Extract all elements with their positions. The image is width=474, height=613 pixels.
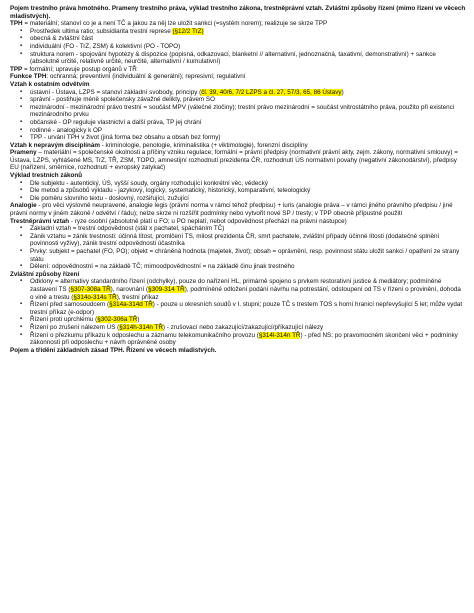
- text-segment: – materiální = společenské okolnosti a příčiny vzniku regulace; formální = právní předpisy (normativní právní akty, zejm. zákony, normativní smlouvy) = Ústava, LZPS, vyhlášené MS, TrZ, TŘ, ZSM, TOPO, amnestijní rozhodnutí prezidenta ČR, rozhodnutí ÚS normativní povahy (negativní zákonodárství), předpisy EU (nařízení, směrnice, rozhodnutí + evropský zatykač): [10, 149, 458, 172]
- section-heading: [10, 271, 466, 279]
- text-segment: Dělení: odpovědnostní = na základě TČ; mimoodpovědnostní = na základě činu jinak trestného: [30, 263, 295, 271]
- bullet-item: [10, 35, 466, 43]
- highlighted-citation: §309-314 TŘ: [148, 285, 185, 293]
- bullet-item: [10, 324, 466, 332]
- bullet-item: [10, 225, 466, 233]
- term-label: Analogie: [10, 202, 37, 210]
- text-segment: - ryze osobní (absolutně platí u FO; u PO neplatí, nebot odpovědnost přechází na právní nástupce): [69, 217, 347, 225]
- bullet-item: [10, 233, 466, 248]
- text-segment: rodinné - analogicky k OP: [30, 126, 103, 134]
- text-segment: Prostředek ultima ratio; subsidiarita trestní represe: [30, 27, 173, 35]
- text-segment: Základní vztah = trestní odpovědnost (stát x pachatel, spácháním TČ): [30, 225, 225, 233]
- paragraph: [10, 66, 466, 74]
- text-segment: Řízení o přezkumu příkazu k odposlechu a záznamu telekomunikačního provozu (: [30, 331, 259, 339]
- bullet-item: [10, 51, 466, 66]
- bullet-item: [10, 43, 466, 51]
- bullet-item: [10, 195, 466, 203]
- text-segment: ): [341, 88, 344, 96]
- text-segment: ), podmíněné odložení podání návrhu na potrestání, odstoupení od TS v řízení o provinění, dohoda o vině a trestu (: [30, 285, 461, 301]
- section-heading: [10, 347, 466, 355]
- text-segment: Zvláštní způsoby řízení: [10, 270, 80, 278]
- text-segment: Odklony = alternativy standardního řízení (odchylky), pouze do nařízení HL, primárně spojeno s prvkem restorativní justice & mediátory; podmíněné zastavení TS (: [30, 278, 442, 293]
- bullet-item: [10, 332, 466, 347]
- text-segment: ústavní - Ústava, LZPS = stanoví základní svobody, principy (: [30, 88, 202, 96]
- section-heading: [10, 5, 466, 20]
- bullet-item: [10, 104, 466, 119]
- term-label: Vztah k nepravým disciplínám: [10, 141, 100, 149]
- text-segment: správní - postihuje méně společensky závažné delikty, právem SO: [30, 96, 216, 104]
- bullet-item: [10, 127, 466, 135]
- text-segment: mezinárodní - mezinárodní právo trestní = součást MPV (válečné zločiny); trestní právo mezinárodní = součást vnitrostátního práva, použito při existenci mezinárodního prvku: [30, 103, 455, 119]
- text-segment: individuální (FO - TrZ, ZSM) & kolektivní (PO - TOPO): [30, 42, 181, 50]
- bullet-item: [10, 96, 466, 104]
- paragraph: [10, 142, 466, 150]
- text-segment: Řízení před samosoudcem (: [30, 301, 110, 309]
- text-segment: ) - před NS; po pravomocném skončení věci + podmínky zákonnosti při odposlechu + návrh oprávněné osoby: [30, 331, 458, 347]
- term-label: TPH: [10, 20, 23, 28]
- term-label: Prameny: [10, 149, 37, 157]
- text-segment: ) - zrušovací nebo zakazující/zakazující/příkazující nálezy: [162, 323, 324, 331]
- text-segment: Řízení po zrušení nálezem ÚS (: [30, 323, 120, 331]
- paragraph: [10, 20, 466, 28]
- section-heading: [10, 81, 466, 89]
- bullet-item: [10, 248, 466, 263]
- highlighted-citation: §302-306a TŘ: [97, 316, 138, 324]
- term-label: Trestněprávní vztah: [10, 217, 70, 225]
- highlighted-citation: §314a-314d TŘ: [109, 301, 153, 309]
- text-segment: Dle metod a způsobů výkladu - jazykový, logický, systematický, historický, komparativní, teleologický: [30, 187, 311, 195]
- text-segment: = materiální; stanoví co je a není TČ a jakou za něj lze uložit sankci (=systém norem); realizuje se skrze TPP: [22, 20, 328, 28]
- highlighted-citation: §314l-314n TŘ: [258, 331, 301, 339]
- text-segment: ) - pouze u okresních soudů v I. stupni; pouze TČ s trestem TOS s horní hranicí nepřevyšující 5 let; může vydat trestní příkaz (e-odpor): [30, 301, 463, 316]
- text-segment: Dle subjektu - autentický, ÚS, vyšší soudy, orgány rozhodující konkrétní věc, vědecký: [30, 179, 268, 187]
- text-segment: Výklad trestních zákonů: [10, 172, 83, 180]
- text-segment: Zánik vztahu = zánik trestnosti: účinná lítost, promlčení TS, milost prezidenta ČR, smrt pachatele, zvláštní případy účinné lítosti (dodatečné splnění povinnosti vyživy), zánik trestní odpovědnosti účastníka: [30, 232, 440, 248]
- highlighted-citation: §314o-314s TŘ: [73, 293, 117, 301]
- text-segment: obecná & zvláštní část: [30, 35, 94, 43]
- highlighted-citation: čl. 39, 40/6, 7/2 LZPS a čl. 27, 57/3, 65, 86 Ústavy: [201, 88, 342, 96]
- text-segment: - kriminologie, penologie, kriminalistika (+ viktimologie), forenzní disciplíny: [99, 141, 308, 149]
- paragraph: [10, 202, 466, 217]
- section-heading: [10, 172, 466, 180]
- highlighted-citation: §307-308a TŘ: [70, 285, 111, 293]
- text-segment: Vztah k ostatním odvětvím: [10, 80, 90, 88]
- bullet-item: [10, 119, 466, 127]
- text-segment: Řízení proti uprchlému (: [30, 316, 98, 324]
- text-segment: ), trestní příkaz: [116, 293, 159, 301]
- paragraph: [10, 149, 466, 172]
- bullet-item: [10, 263, 466, 271]
- bullet-item: [10, 28, 466, 36]
- text-segment: - pro věci výslovně neupravené, analogie legis (právní norma v rámci téhož předpisu) + iuris (analogie práva – v rámci jiného právního předpisu / jiné právní normy v jiném zákoně / odvětví / řádu); nelze skrze ni rozšířit podmínky nebo vytvořit nové SP / tresty; v TPP obecně přípustné použití: [10, 202, 453, 218]
- bullet-item: [10, 278, 466, 301]
- bullet-item: [10, 134, 466, 142]
- text-segment: Prvky: subjekt = pachatel (FO, PO); objekt = chráněná hodnota (majetek, život); obsah = oprávnění, resp. povinnost státu uložit sankci / opatření ze strany státu: [30, 248, 460, 263]
- highlighted-citation: (§12/2 TrZ): [172, 27, 204, 35]
- term-label: Funkce TPH: [10, 73, 47, 81]
- text-segment: ): [137, 316, 140, 324]
- paragraph: [10, 73, 466, 81]
- bullet-item: [10, 316, 466, 324]
- term-label: TPP: [10, 65, 23, 73]
- text-segment: Pojem trestního práva hmotného. Prameny trestního práva, výklad trestního zákona, trestněprávní vztah. Zvláštní způsoby řízení (mimo řízení ve věcech mladistvých).: [10, 5, 466, 20]
- text-segment: struktura norem - spojování hypotézy & dispozice (popisná, odkazovací, blanketní // alternativní, jednoznačná, taxativní, demonstrativní) + sankce (absolutně určité, relativně určité, neurčité, alternativní / kumulativní): [30, 50, 436, 66]
- bullet-item: [10, 187, 466, 195]
- text-segment: Dle poměru slovního textu - doslovný, rozšiřující, zužující: [30, 194, 189, 202]
- text-segment: ), narovnání (: [110, 285, 149, 293]
- text-segment: Pojem a třídění základních zásad TPH. Řízení ve věcech mladistvých.: [10, 346, 217, 354]
- bullet-item: [10, 301, 466, 316]
- text-segment: občanské - OP reguluje vlastnictví a další práva, TP jej chrání: [30, 118, 202, 126]
- bullet-item: [10, 89, 466, 97]
- text-segment: TPP - urvání TPH v život (jiná forma bez obsahu a obsah bez formy): [30, 134, 221, 142]
- text-segment: : ochranná; preventivní (individuální & generální); represivní; regulativní: [46, 73, 246, 81]
- text-segment: = formální; upravuje postup orgánů v TŘ: [22, 65, 137, 73]
- highlighted-citation: §314h-314n TŘ: [119, 323, 163, 331]
